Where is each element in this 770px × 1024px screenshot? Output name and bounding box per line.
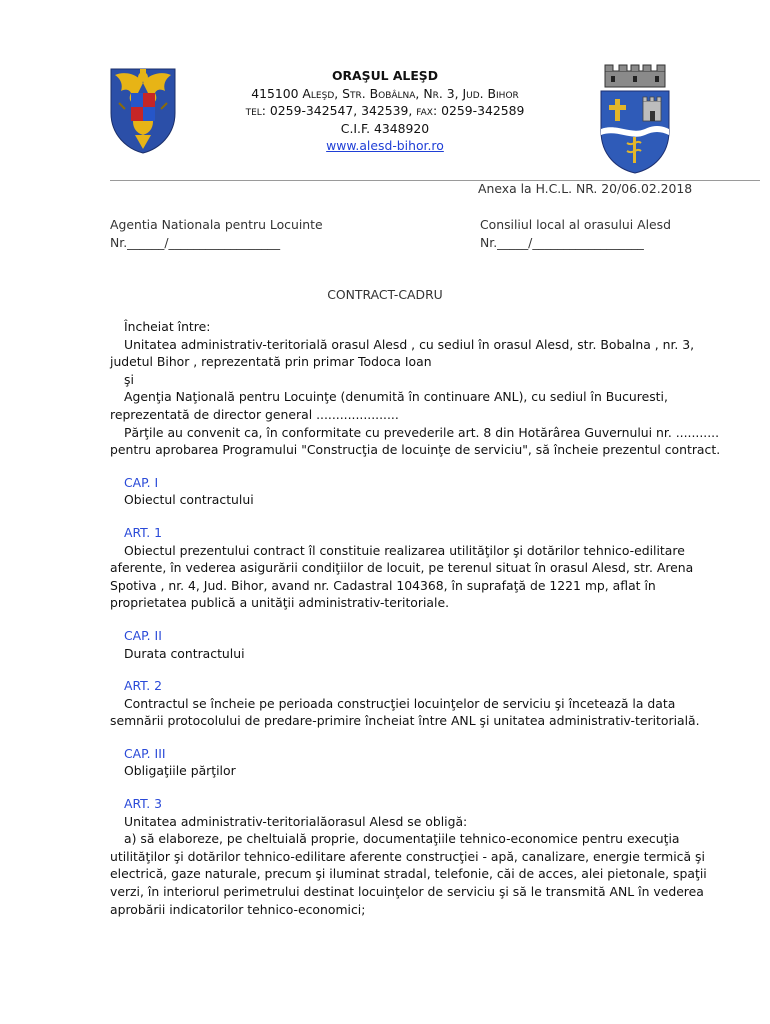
chapter-1-label: CAP. I — [124, 474, 159, 490]
postal-address: 415100 Aleşd, Str. Bobâlna, Nr. 3, Jud. Bihor — [251, 85, 519, 101]
chapter-3-label: CAP. III — [124, 745, 166, 761]
chapter-2-label: CAP. II — [124, 627, 162, 643]
romania-coat-of-arms-icon — [107, 63, 179, 155]
chapter-3-title: Obligaţiile părţilor — [124, 763, 236, 779]
city-name: ORAŞUL ALEŞD — [331, 68, 439, 83]
issuer-header — [210, 67, 560, 155]
right-party-name: Consiliul local al orasului Alesd — [480, 217, 672, 232]
contract-body — [110, 318, 730, 918]
article-2-text: Contractul se încheie pe perioada construcţiei locuinţelor de serviciu şi încetează la data semnării protocolului de predare-primire încheiat între ANL şi unitatea administrativ-teritorială. — [110, 695, 700, 729]
intro-party-2: Agenţia Naţională pentru Locuinţe (denumită în continuare ANL), cu sediul în Bucuresti, reprezentată de director general ..................... — [110, 389, 668, 422]
left-party-block — [110, 216, 323, 252]
intro-party-1: Unitatea administrativ-teritorială orasul Alesd , cu sediul în orasul Alesd, str. Bobalna , nr. 3, judetul Bihor , reprezentată prin primar Todoca Ioan — [110, 336, 695, 370]
website-link[interactable]: www.alesd-bihor.ro — [326, 138, 444, 153]
fiscal-code: C.I.F. 4348920 — [340, 120, 430, 136]
article-1-text: Obiectul prezentului contract îl constituie realizarea utilităţilor şi dotărilor tehnico-edilitare aferente, în vederea asigurării condiţiilor de locuit, pe terenul situat în orasul Alesd, str. Arena Spotiva , nr. 4, Jud. Bihor, avand nr. Cadastral 104368, în suprafaţă de 1221 mp, aflat în proprietatea publică a unităţii administrativ-teritoriale. — [110, 542, 694, 611]
article-2-label: ART. 2 — [124, 678, 163, 694]
article-3-item-a: a) să elaboreze, pe cheltuială proprie, documentaţiile tehnico-economice pentru execuţia utilităţilor şi dotărilor tehnico-edilitare aferente construcţiei - apă, canalizare, energie termică şi electrică, gaze naturale, precum şi iluminat stradal, telefonie, căi de acces, alei pietonale, spaţii verzi, în interiorul perimetrului destinat locuinţelor de serviciu şi să le transmită ANL în vederea aprobării indicatorilor tehnico-economici; — [110, 831, 707, 917]
article-3-label: ART. 3 — [124, 796, 163, 812]
intro-line: Încheiat între: — [124, 319, 211, 334]
left-party-number: Nr.______/__________________ — [110, 235, 281, 250]
right-party-number: Nr._____/__________________ — [480, 235, 644, 250]
chapter-1-title: Obiectul contractului — [124, 492, 254, 508]
document-title: CONTRACT-CADRU — [327, 287, 443, 302]
alesd-coat-of-arms-icon — [597, 63, 673, 175]
article-1-label: ART. 1 — [124, 524, 163, 540]
intro-conjunction: şi — [124, 371, 134, 387]
phone-fax: tel: 0259-342547, 342539, fax: 0259-342589 — [245, 103, 525, 118]
article-3-intro: Unitatea administrativ-teritorialăorasul Alesd se obligă: — [124, 813, 468, 829]
chapter-2-title: Durata contractului — [124, 645, 245, 661]
right-party-block — [480, 216, 671, 252]
intro-agreement: Părţile au convenit ca, în conformitate cu prevederile art. 8 din Hotărârea Guvernului nr. ........... pentru aprobarea Programului "Construcţia de locuinţe de serviciu", să încheie prezentul contract. — [110, 424, 721, 458]
annex-reference: Anexa la H.C.L. NR. 20/06.02.2018 — [478, 181, 693, 196]
left-party-name: Agentia Nationala pentru Locuinte — [110, 217, 323, 232]
